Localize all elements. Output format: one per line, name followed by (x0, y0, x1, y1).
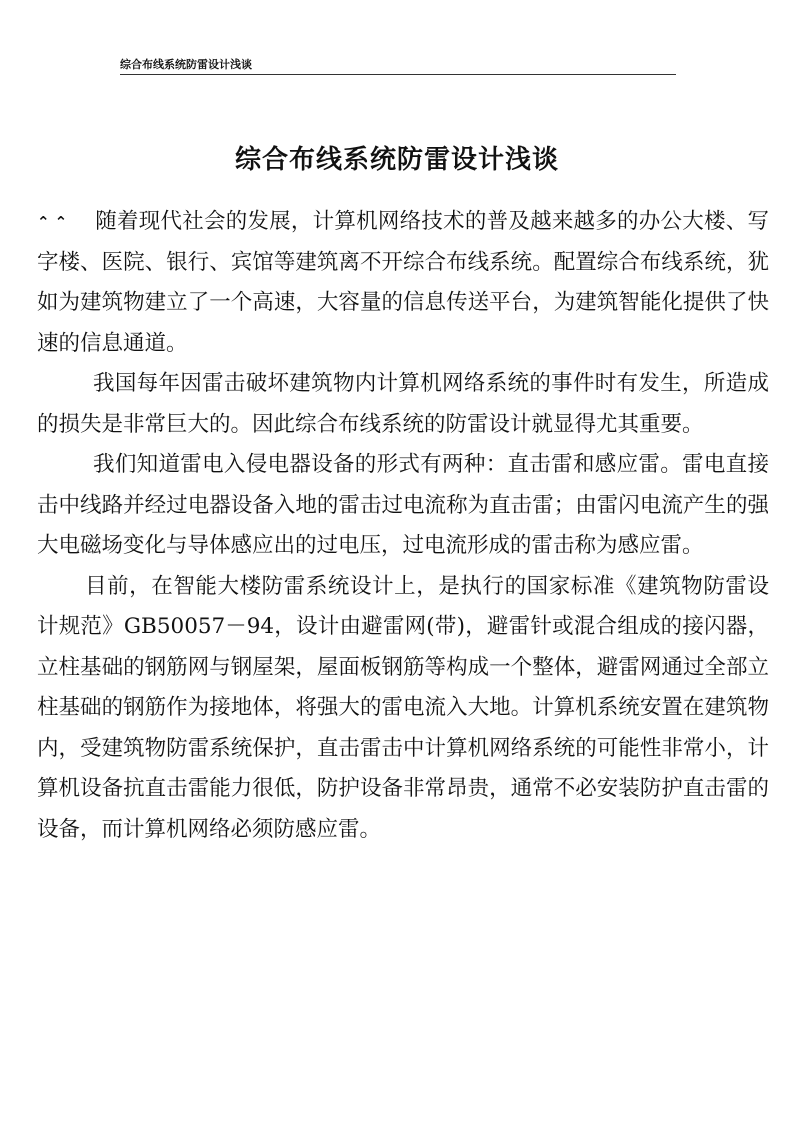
paragraph-intro (37, 202, 769, 364)
double-caret-icon: ⌃⌃ (37, 213, 73, 231)
document-body (37, 202, 769, 850)
running-header: 综合布线系统防雷设计浅谈 (120, 57, 676, 75)
paragraph-lightning-types: 我们知道雷电入侵电器设备的形式有两种：直击雷和感应雷。雷电直接击中线路并经过电器设备入地的雷击过电流称为直击雷；由雷闪电流产生的强大电磁场变化与导体感应出的过电压，过电流形成的雷击称为感应雷。 (37, 452, 769, 558)
document-title: 综合布线系统防雷设计浅谈 (234, 145, 559, 175)
paragraph-intro-text: 随着现代社会的发展，计算机网络技术的普及越来越多的办公大楼、写字楼、医院、银行、宾馆等建筑离不开综合布线系统。配置综合布线系统，犹如为建筑物建立了一个高速，大容量的信息传送平台，为建筑智能化提供了快速的信息通道。 (37, 209, 769, 356)
paragraph-losses: 我国每年因雷击破坏建筑物内计算机网络系统的事件时有发生，所造成的损失是非常巨大的。因此综合布线系统的防雷设计就显得尤其重要。 (37, 371, 769, 437)
paragraph-national-standard: 目前，在智能大楼防雷系统设计上，是执行的国家标准《建筑物防雷设计规范》GB50057－94，设计由避雷网(带)，避雷针或混合组成的接闪器，立柱基础的钢筋网与钢屋架，屋面板钢筋等构成一个整体，避雷网通过全部立柱基础的钢筋作为接地体，将强大的雷电流入大地。计算机系统安置在建筑物内，受建筑物防雷系统保护，直击雷击中计算机网络系统的可能性非常小，计算机设备抗直击雷能力很低，防护设备非常昂贵，通常不必安装防护直击雷的设备，而计算机网络必须防感应雷。 (37, 573, 769, 842)
